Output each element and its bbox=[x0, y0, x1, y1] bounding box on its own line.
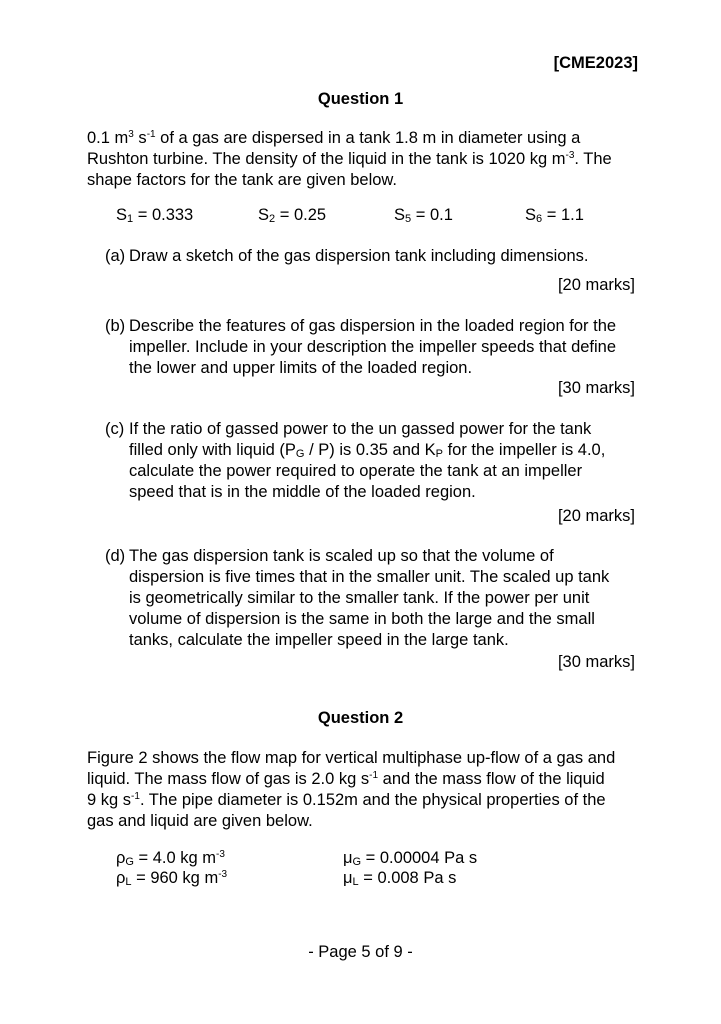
part-a bbox=[105, 246, 645, 267]
question-1-title: Question 1 bbox=[317, 90, 404, 108]
shape-factor-s6: $S_6 = 1.1$ bbox=[525, 206, 584, 225]
question-1-intro bbox=[87, 128, 647, 191]
part-a-label: (a) bbox=[105, 247, 126, 265]
part-c-label: (c) bbox=[105, 420, 125, 438]
part-c bbox=[105, 419, 645, 503]
property-rho-g: $\rho_G = 4.0$ kg $m^{-3}$ bbox=[116, 849, 225, 868]
shape-factor-s5: $S_5 = 0.1$ bbox=[394, 206, 453, 225]
part-c-marks: [20 marks] bbox=[557, 507, 635, 525]
property-mu-g: $\mu_G = 0.00004$ Pa s bbox=[343, 849, 478, 868]
part-b-label: (b) bbox=[105, 317, 126, 335]
property-rho-l: $\rho_L = 960$ kg $m^{-3}$ bbox=[116, 869, 228, 888]
question-2-intro: Figure 2 shows the flow map for vertical multiphase up-flow of a gas and liquid. The mass flow of gas is 2.0 kg $s^{-1}$ and the mass flow of the liquid 9 kg $s^{-1}$. The pipe diameter is 0.152m and the physical properties of the gas and liquid are given below. bbox=[87, 749, 616, 830]
property-mu-l: $\mu_L = 0.008$ Pa s bbox=[343, 869, 457, 888]
shape-factor-s1: $S_1 = 0.333$ bbox=[116, 206, 194, 225]
part-d-label: (d) bbox=[105, 547, 126, 565]
part-d bbox=[105, 546, 645, 651]
part-c-text: If the ratio of gassed power to the un gassed power for the tank filled only with liquid $(P_G / P)$ is 0.35 and $K_P$ for the impeller is 4.0, calculate the power required to operate the tank at an impeller speed that is in the middle of the loaded region. bbox=[129, 420, 606, 501]
part-a-marks: [20 marks] bbox=[557, 276, 635, 294]
shape-factor-s2: $S_2 = 0.25$ bbox=[258, 206, 327, 225]
question-2-title: Question 2 bbox=[317, 709, 404, 727]
intro-line-3: shape factors for the tank are given below. bbox=[87, 171, 398, 189]
part-b-text: Describe the features of gas dispersion in the loaded region for the impeller. Include in your description the impeller speeds that define the lower and upper limits of the loaded region. bbox=[129, 317, 617, 377]
part-b-marks: [30 marks] bbox=[557, 379, 635, 397]
part-d-text: The gas dispersion tank is scaled up so that the volume of dispersion is five times that in the smaller unit. The scaled up tank is geometrically similar to the smaller tank. If the power per unit volume of dispersion is the same in both the large and the small tanks, calculate the impeller speed in the large tank. bbox=[129, 547, 610, 649]
page-number: - Page 5 of 9 - bbox=[308, 943, 413, 961]
part-d-marks: [30 marks] bbox=[557, 653, 635, 671]
intro-line-1: 0.1 $m^3$ $s^{-1}$ of a gas are dispersed in a tank 1.8 m in diameter using a bbox=[87, 129, 581, 147]
part-a-text: Draw a sketch of the gas dispersion tank including dimensions. bbox=[129, 247, 589, 265]
part-b bbox=[105, 316, 645, 379]
intro-line-2: Rushton turbine. The density of the liquid in the tank is 1020 kg $m^{-3}$. The bbox=[87, 150, 612, 168]
course-code: [CME2023] bbox=[553, 54, 638, 72]
shape-factors-row bbox=[116, 206, 636, 228]
